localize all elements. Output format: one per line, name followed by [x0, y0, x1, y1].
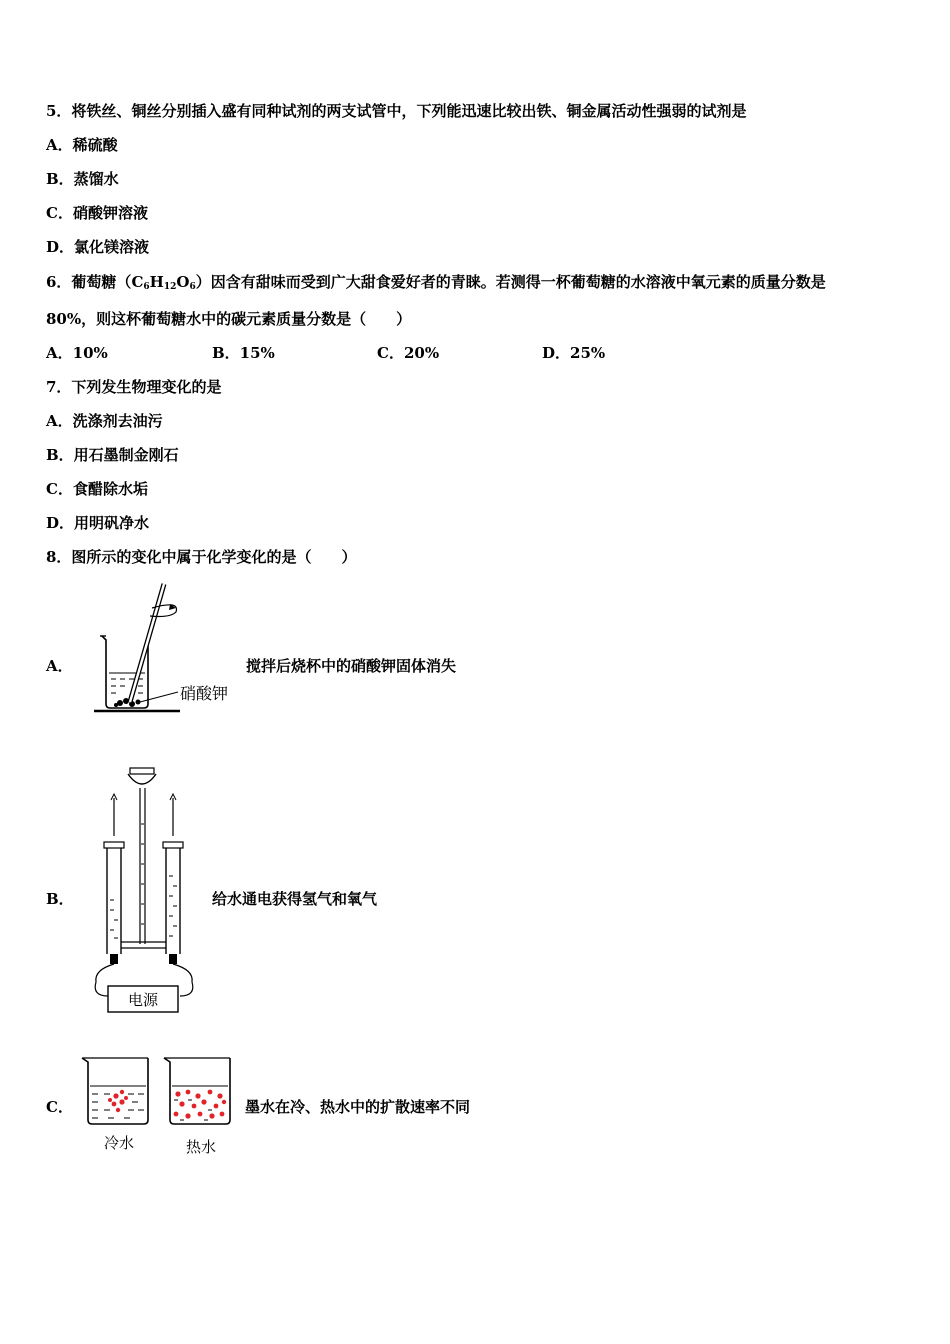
- q7-option-c: C．食醋除水垢: [46, 480, 148, 498]
- q7-option-a: A．洗涤剂去油污: [46, 412, 163, 430]
- q7-option-d: D．用明矾净水: [46, 514, 150, 532]
- q7-option-b: B．用石墨制金刚石: [46, 446, 179, 464]
- q8-stem: 8．图所示的变化中属于化学变化的是（ ）: [46, 548, 357, 566]
- q7-stem: 7．下列发生物理变化的是: [46, 378, 222, 396]
- q8-option-c-caption: 墨水在冷、热水中的扩散速率不同: [245, 1098, 471, 1116]
- q8-option-b-label: B．: [46, 890, 74, 908]
- q6-option-d: D．25%: [542, 344, 606, 362]
- q5-option-a: A．稀硫酸: [46, 136, 118, 154]
- potassium-nitrate-label: 硝酸钾: [180, 684, 229, 703]
- q6-stem: 6．葡萄糖$(C_6H_{12}O_6)$因含有甜味而受到广大甜食爱好者的青睐。若测得一杯葡萄糖的水溶液中氧元素的质量分数是: [46, 273, 826, 292]
- q5-option-b: B．蒸馏水: [46, 170, 119, 188]
- q8-option-c-label: C．: [46, 1098, 73, 1116]
- q8-option-b-caption: 给水通电获得氢气和氧气: [212, 890, 378, 908]
- electrolysis-apparatus-figure: [84, 764, 204, 1018]
- q6-option-c: C．20%: [377, 344, 440, 362]
- q8-option-a-label: A．: [46, 657, 73, 675]
- q6-stem-line2: 80%，则这杯葡萄糖水中的碳元素质量分数是（ ）: [46, 310, 412, 328]
- ink-diffusion-figure: [78, 1052, 238, 1162]
- q6-option-a: A．10%: [46, 344, 108, 362]
- q5-option-c: C．硝酸钾溶液: [46, 204, 148, 222]
- q5-option-d: D．氯化镁溶液: [46, 238, 150, 256]
- power-supply-label: 电源: [128, 991, 159, 1009]
- q6-option-b: B．15%: [212, 344, 275, 362]
- q8-option-a-caption: 搅拌后烧杯中的硝酸钾固体消失: [246, 657, 457, 675]
- hot-water-label: 热水: [186, 1138, 217, 1156]
- cold-water-label: 冷水: [104, 1134, 135, 1152]
- beaker-stirring-figure: [92, 578, 242, 718]
- q5-stem: 5．将铁丝、铜丝分别插入盛有同种试剂的两支试管中，下列能迅速比较出铁、铜金属活动性强弱的试剂是: [46, 102, 747, 120]
